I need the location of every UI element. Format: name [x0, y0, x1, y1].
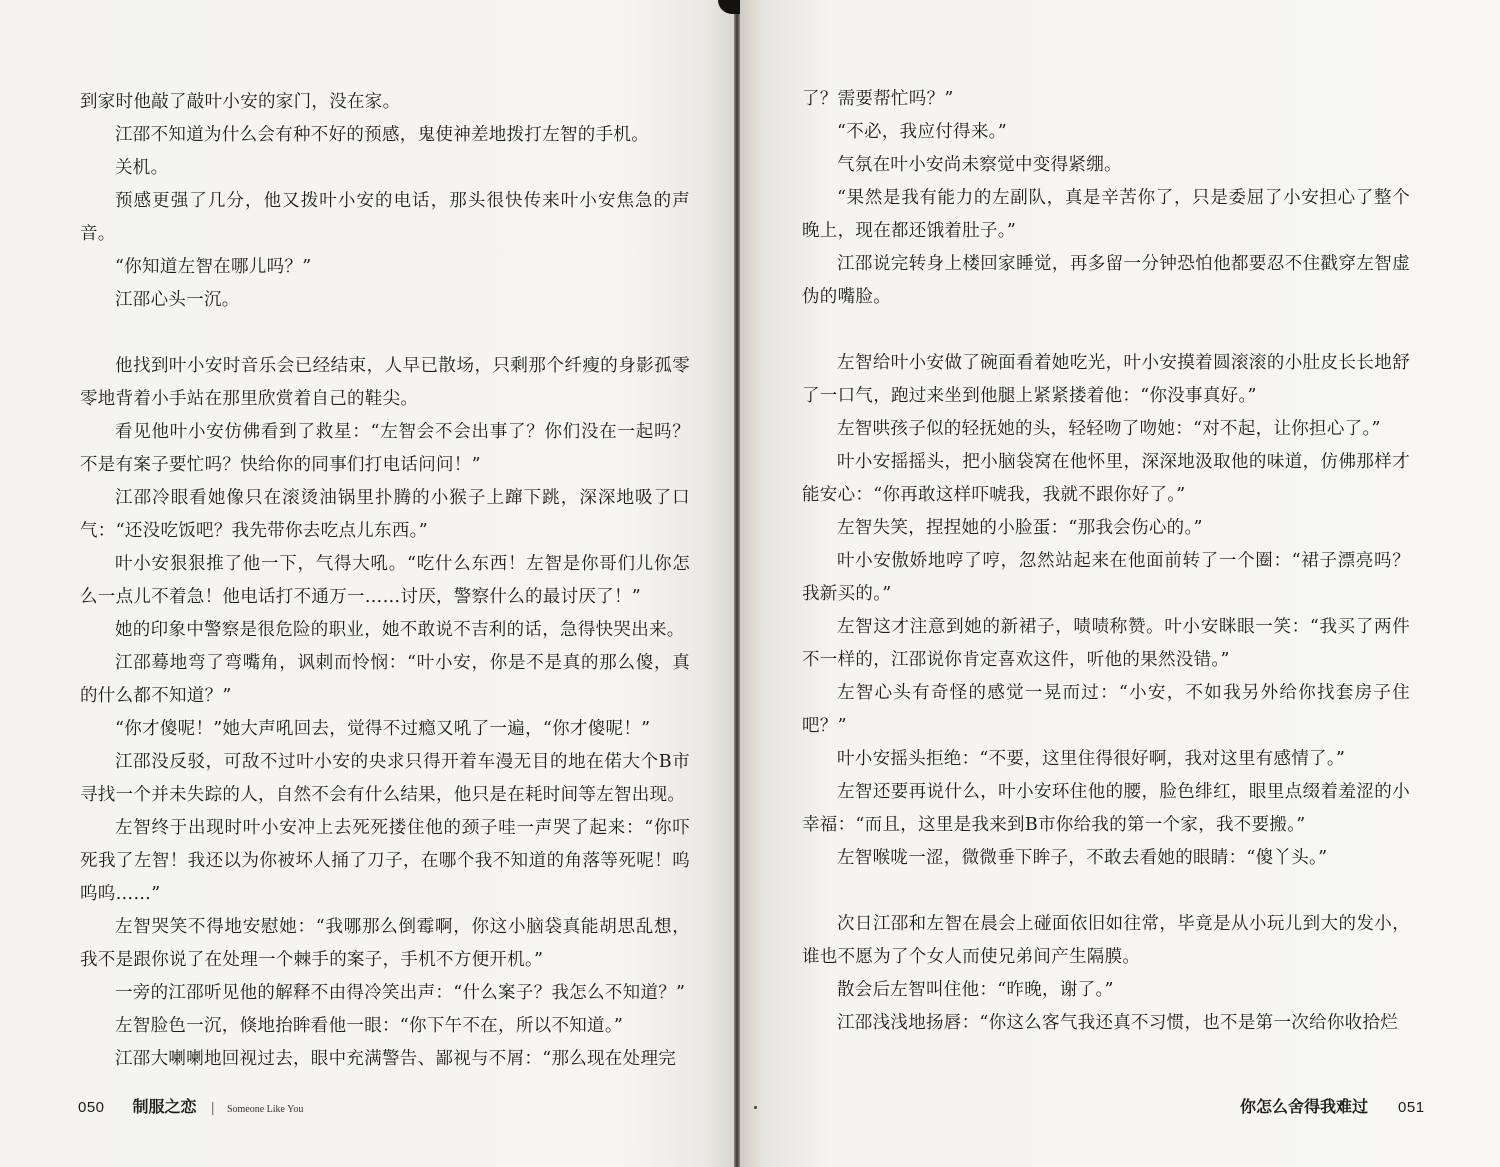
- paragraph: 左智哄孩子似的轻抚她的头，轻轻吻了吻她：“对不起，让你担心了。”: [837, 419, 1381, 439]
- section-break: [802, 314, 1410, 347]
- paragraph: 看见他叶小安仿佛看到了救星：“左智会不会出事了？你们没在一起吗？不是有案子要忙吗？快给你的同事们打电话问问！”: [80, 422, 690, 475]
- paragraph: 左智这才注意到她的新裙子，啧啧称赞。叶小安眯眼一笑：“我买了两件不一样的，江邵说你肯定喜欢这件，听他的果然没错。”: [802, 617, 1410, 670]
- paragraph: 叶小安狠狠推了他一下，气得大吼。“吃什么东西！左智是你哥们儿你怎么一点儿不着急！他电话打不通万一……讨厌，警察什么的最讨厌了！”: [80, 554, 690, 607]
- paragraph: 左智还要再说什么，叶小安环住他的腰，脸色绯红，眼里点缀着羞涩的小幸福：“而且，这里是我来到B市你给我的第一个家，我不要搬。”: [802, 782, 1410, 835]
- paragraph: 左智哭笑不得地安慰她：“我哪那么倒霉啊，你这小脑袋真能胡思乱想，我不是跟你说了在处理一个棘手的案子，手机不方便开机。”: [80, 917, 690, 970]
- paragraph: 关机。: [115, 158, 169, 178]
- paragraph: 预感更强了几分，他又拨叶小安的电话，那头很快传来叶小安焦急的声音。: [80, 191, 690, 244]
- right-page-body: [802, 83, 1410, 1040]
- paragraph: 了？需要帮忙吗？”: [802, 89, 954, 109]
- paragraph: 叶小安傲娇地哼了哼，忽然站起来在他面前转了一个圈：“裙子漂亮吗？我新买的。”: [802, 551, 1410, 604]
- paragraph: “果然是我有能力的左副队，真是辛苦你了，只是委屈了小安担心了整个晚上，现在都还饿着肚子。”: [802, 188, 1410, 241]
- paragraph: 江邵心头一沉。: [115, 290, 240, 310]
- page-number: 050: [78, 1099, 105, 1116]
- paragraph: 江邵没反驳，可敌不过叶小安的央求只得开着车漫无目的地在偌大个B市寻找一个并未失踪的人，自然不会有什么结果，他只是在耗时间等左智出现。: [80, 752, 690, 805]
- running-head-book-title: 制服之恋: [132, 1097, 197, 1116]
- page-number: 051: [1398, 1099, 1425, 1116]
- paragraph: 左智终于出现时叶小安冲上去死死搂住他的颈子哇一声哭了起来：“你吓死我了左智！我还以为你被坏人捅了刀子，在哪个我不知道的角落等死呢！呜呜呜……”: [80, 818, 690, 904]
- paragraph: 气氛在叶小安尚未察觉中变得紧绷。: [837, 155, 1122, 175]
- paragraph: 江邵说完转身上楼回家睡觉，再多留一分钟恐怕他都要忍不住戳穿左智虚伪的嘴脸。: [802, 254, 1410, 307]
- paragraph: 叶小安摇头拒绝：“不要，这里住得很好啊，我对这里有感情了。”: [837, 749, 1346, 769]
- paragraph: “你才傻呢！”她大声吼回去，觉得不过瘾又吼了一遍，“你才傻呢！”: [115, 719, 651, 739]
- paragraph: 江邵蓦地弯了弯嘴角，讽刺而怜悯：“叶小安，你是不是真的那么傻，真的什么都不知道？”: [80, 653, 690, 706]
- paragraph: 到家时他敲了敲叶小安的家门，没在家。: [80, 92, 401, 112]
- right-page: [740, 0, 1500, 1167]
- running-head-divider: |: [210, 1101, 215, 1116]
- print-speck: [754, 1106, 757, 1109]
- paragraph: 江邵不知道为什么会有种不好的预感，鬼使神差地拨打左智的手机。: [115, 125, 649, 145]
- paragraph: “你知道左智在哪儿吗？”: [115, 257, 312, 277]
- paragraph: 一旁的江邵听见他的解释不由得冷笑出声：“什么案子？我怎么不知道？”: [115, 983, 686, 1003]
- paragraph: 左智喉咙一涩，微微垂下眸子，不敢去看她的眼睛：“傻丫头。”: [837, 848, 1328, 868]
- paragraph: 左智给叶小安做了碗面看着她吃光，叶小安摸着圆滚滚的小肚皮长长地舒了一口气，跑过来坐到他腿上紧紧搂着他：“你没事真好。”: [802, 353, 1410, 406]
- paragraph: 左智心头有奇怪的感觉一晃而过：“小安，不如我另外给你找套房子住吧？”: [802, 683, 1410, 736]
- paragraph: 左智失笑，捏捏她的小脸蛋：“那我会伤心的。”: [837, 518, 1203, 538]
- paragraph: 次日江邵和左智在晨会上碰面依旧如往常，毕竟是从小玩儿到大的发小，谁也不愿为了个女人而使兄弟间产生隔膜。: [802, 914, 1410, 967]
- running-head-chapter-title: 你怎么舍得我难过: [1240, 1097, 1369, 1116]
- paragraph: 江邵大喇喇地回视过去，眼中充满警告、鄙视与不屑：“那么现在处理完: [115, 1049, 677, 1069]
- running-head-subtitle: Someone Like You: [226, 1104, 304, 1115]
- paragraph: 江邵浅浅地扬唇：“你这么客气我还真不习惯，也不是第一次给你收拾烂: [837, 1013, 1399, 1033]
- paragraph: 江邵冷眼看她像只在滚烫油锅里扑腾的小猴子上蹿下跳，深深地吸了口气：“还没吃饭吧？我先带你去吃点儿东西。”: [80, 488, 690, 541]
- left-page: [0, 0, 734, 1167]
- paragraph: 他找到叶小安时音乐会已经结束，人早已散场，只剩那个纤瘦的身影孤零零地背着小手站在那里欣赏着自己的鞋尖。: [80, 356, 690, 409]
- section-break: [80, 317, 690, 350]
- right-page-footer: [1240, 1094, 1425, 1117]
- paragraph: 左智脸色一沉，倏地抬眸看他一眼：“你下午不在，所以不知道。”: [115, 1016, 624, 1036]
- paragraph: 散会后左智叫住他：“昨晚，谢了。”: [837, 980, 1114, 1000]
- paragraph: 她的印象中警察是很危险的职业，她不敢说不吉利的话，急得快哭出来。: [115, 620, 685, 640]
- paragraph: 叶小安摇摇头，把小脑袋窝在他怀里，深深地汲取他的味道，仿佛那样才能安心：“你再敢这样吓唬我，我就不跟你好了。”: [802, 452, 1410, 505]
- left-page-body: [80, 86, 690, 1076]
- left-page-footer: [78, 1094, 303, 1117]
- section-break: [802, 875, 1410, 908]
- paragraph: “不必，我应付得来。”: [837, 122, 1007, 142]
